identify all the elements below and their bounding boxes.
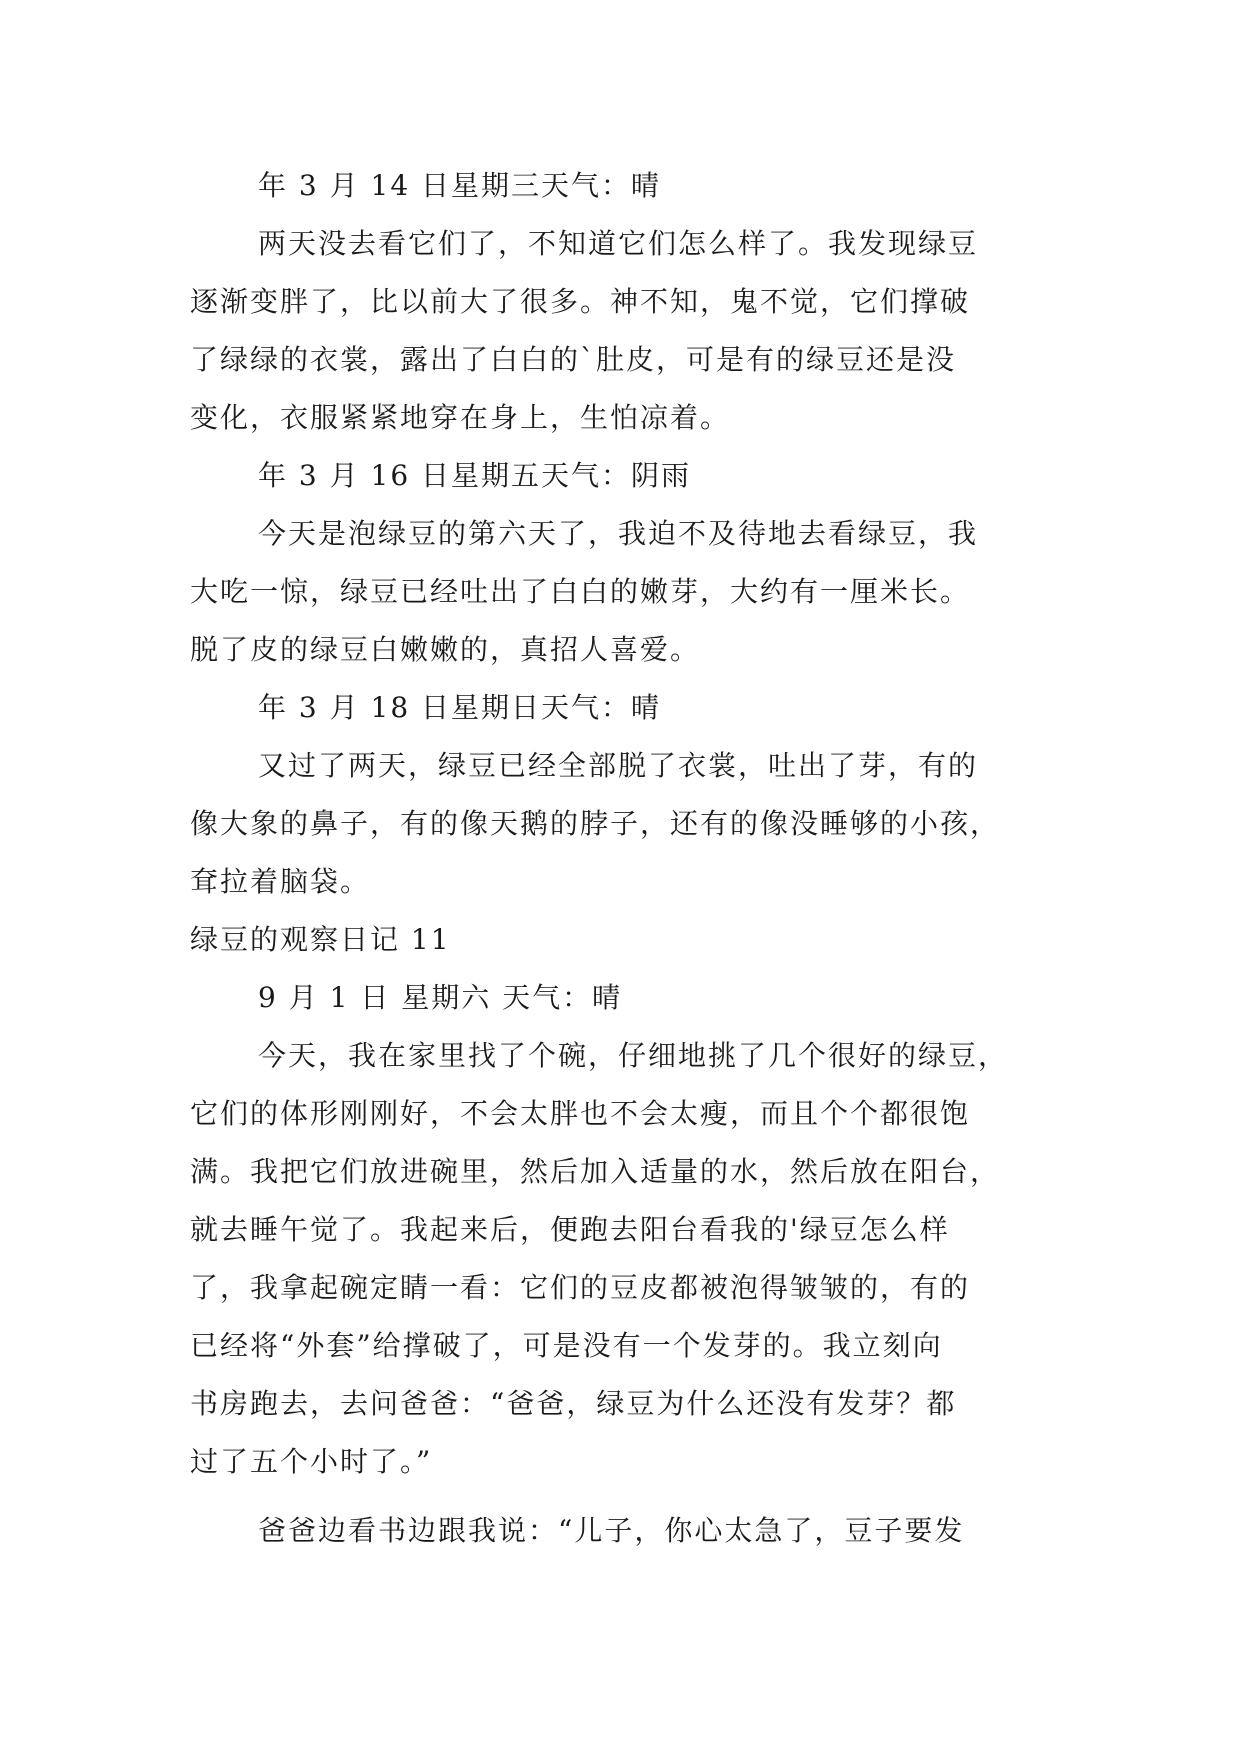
- diary-date-heading: 年 3 月 14 日星期三天气：晴: [258, 169, 662, 202]
- paragraph-line: 已经将“外套”给撑破了，可是没有一个发芽的。我立刻向: [190, 1329, 943, 1362]
- paragraph-line: 变化，衣服紧紧地穿在身上，生怕凉着。: [190, 401, 731, 434]
- paragraph-line: 大吃一惊，绿豆已经吐出了白白的嫩芽，大约有一厘米长。: [190, 575, 971, 608]
- paragraph-line: 脱了皮的绿豆白嫩嫩的，真招人喜爱。: [190, 633, 701, 666]
- paragraph-line: 过了五个小时了。”: [190, 1445, 433, 1478]
- paragraph-line: 又过了两天，绿豆已经全部脱了衣裳，吐出了芽，有的: [258, 749, 979, 782]
- paragraph-line: 爸爸边看书边跟我说：“儿子，你心太急了，豆子要发: [258, 1514, 965, 1547]
- section-title: 绿豆的观察日记 11: [190, 923, 451, 956]
- paragraph-line: 它们的体形刚刚好，不会太胖也不会太瘦，而且个个都很饱: [190, 1097, 971, 1130]
- paragraph-line: 今天，我在家里找了个碗，仔细地挑了几个很好的绿豆，: [258, 1039, 1009, 1072]
- paragraph-line: 像大象的鼻子，有的像天鹅的脖子，还有的像没睡够的小孩，: [190, 807, 1001, 840]
- paragraph-line: 今天是泡绿豆的第六天了，我迫不及待地去看绿豆，我: [258, 517, 979, 550]
- paragraph-line: 两天没去看它们了，不知道它们怎么样了。我发现绿豆: [258, 227, 979, 260]
- paragraph-line: 了绿绿的衣裳，露出了白白的`肚皮，可是有的绿豆还是没: [190, 343, 957, 376]
- diary-date-heading: 9 月 1 日 星期六 天气：晴: [258, 981, 623, 1014]
- paragraph-line: 耷拉着脑袋。: [190, 865, 371, 898]
- paragraph-line: 满。我把它们放进碗里，然后加入适量的水，然后放在阳台，: [190, 1155, 1001, 1188]
- diary-date-heading: 年 3 月 18 日星期日天气：晴: [258, 691, 662, 724]
- paragraph-line: 书房跑去，去问爸爸：“爸爸，绿豆为什么还没有发芽？都: [190, 1387, 957, 1420]
- paragraph-line: 了，我拿起碗定睛一看：它们的豆皮都被泡得皱皱的，有的: [190, 1271, 971, 1304]
- paragraph-line: 逐渐变胖了，比以前大了很多。神不知，鬼不觉，它们撑破: [190, 285, 971, 318]
- diary-date-heading: 年 3 月 16 日星期五天气：阴雨: [258, 459, 692, 492]
- paragraph-line: 就去睡午觉了。我起来后，便跑去阳台看我的'绿豆怎么样: [190, 1213, 950, 1246]
